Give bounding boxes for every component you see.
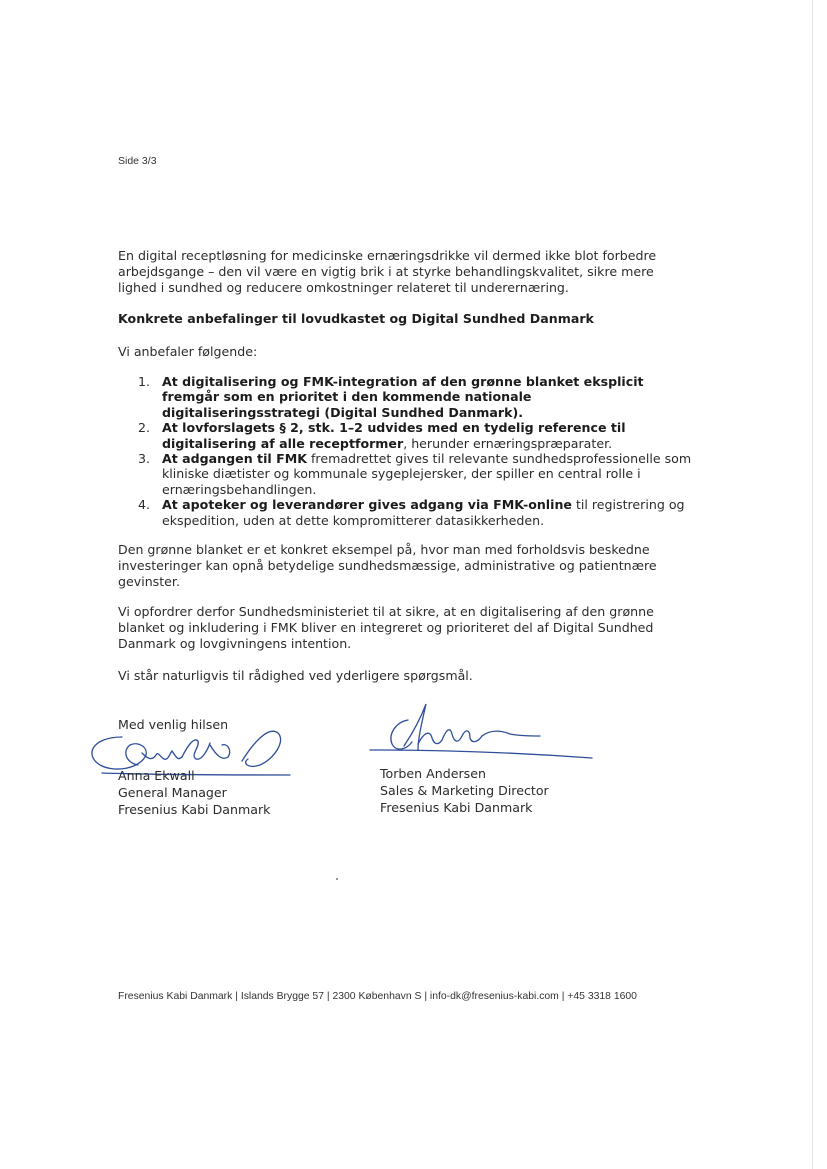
- list-number: 2.: [138, 420, 151, 436]
- example-paragraph: Den grønne blanket er et konkret eksempel på, hvor man med forholdsvis beskedne investeringer kan opnå betydelige sundhedsmæssige, administrative og patientnære gevinster.: [118, 542, 657, 589]
- scan-speck: [336, 878, 338, 880]
- recommendation-text: , herunder ernæringspræparater.: [403, 435, 613, 451]
- recommendation-bold: At apoteker og leverandører gives adgang via FMK-online: [162, 497, 572, 513]
- recommendation-bold: At adgangen til FMK: [162, 451, 307, 467]
- greeting: Med venlig hilsen: [118, 717, 229, 732]
- list-number: 1.: [138, 374, 151, 389]
- signatory-name: Anna Ekwall: [118, 768, 195, 783]
- signatory-title: General Manager: [118, 785, 227, 800]
- recommendation-bold: At lovforslagets § 2, stk. 1–2 udvides med en tydelig reference til digitalisering af alle receptformer: [162, 420, 626, 451]
- signatory-anna: [118, 767, 270, 818]
- signatory-torben: [380, 765, 549, 816]
- page-number: Side 3/3: [118, 155, 157, 167]
- section-heading: Konkrete anbefalinger til lovudkastet og Digital Sundhed Danmark: [118, 311, 594, 326]
- list-number: 3.: [138, 451, 151, 467]
- list-item: [118, 451, 693, 497]
- intro-paragraph: En digital receptløsning for medicinske ernæringsdrikke vil dermed ikke blot forbedre arbejdsgange – den vil være en vigtig brik i at styrke behandlingskvalitet, sikre mere lighed i sundhed og reducere omkostninger relateret til underernæring.: [118, 248, 657, 295]
- lead-paragraph: Vi anbefaler følgende:: [118, 344, 258, 359]
- closing-paragraph: Vi står naturligvis til rådighed ved yderligere spørgsmål.: [118, 668, 473, 683]
- list-item: [118, 374, 693, 420]
- signatory-company: Fresenius Kabi Danmark: [118, 802, 271, 817]
- list-number: 4.: [138, 497, 151, 513]
- signatory-name: Torben Andersen: [380, 766, 486, 781]
- list-item: [118, 497, 693, 528]
- signature-torben-andersen: [360, 700, 600, 770]
- signatory-company: Fresenius Kabi Danmark: [380, 800, 533, 815]
- appeal-paragraph: Vi opfordrer derfor Sundhedsministeriet til at sikre, at en digitalisering af den grønne blanket og inkludering i FMK bliver en integreret og prioriteret del af Digital Sundhed Danmark og lovgivningens intention.: [118, 604, 654, 651]
- recommendation-text: fremadrettet gives til relevante sundhedsprofessionelle som kliniske diætister og kommunale sygeplejersker, der spiller en central rolle i ernæringsbehandlingen.: [162, 451, 692, 497]
- page-edge: [812, 0, 813, 1169]
- list-item: [118, 420, 693, 451]
- recommendation-bold: At digitalisering og FMK-integration af den grønne blanket eksplicit fremgår som en prioritet i den kommende nationale digitaliseringsstrategi (Digital Sundhed Danmark).: [162, 374, 644, 420]
- page-footer: Fresenius Kabi Danmark | Islands Brygge 57 | 2300 København S | info-dk@fresenius-kabi.com | +45 3318 1600: [118, 991, 637, 1002]
- recommendation-text: til registrering og ekspedition, uden at dette kompromitterer datasikkerheden.: [162, 497, 685, 528]
- recommendations-list: [118, 374, 693, 528]
- signatory-title: Sales & Marketing Director: [380, 783, 549, 798]
